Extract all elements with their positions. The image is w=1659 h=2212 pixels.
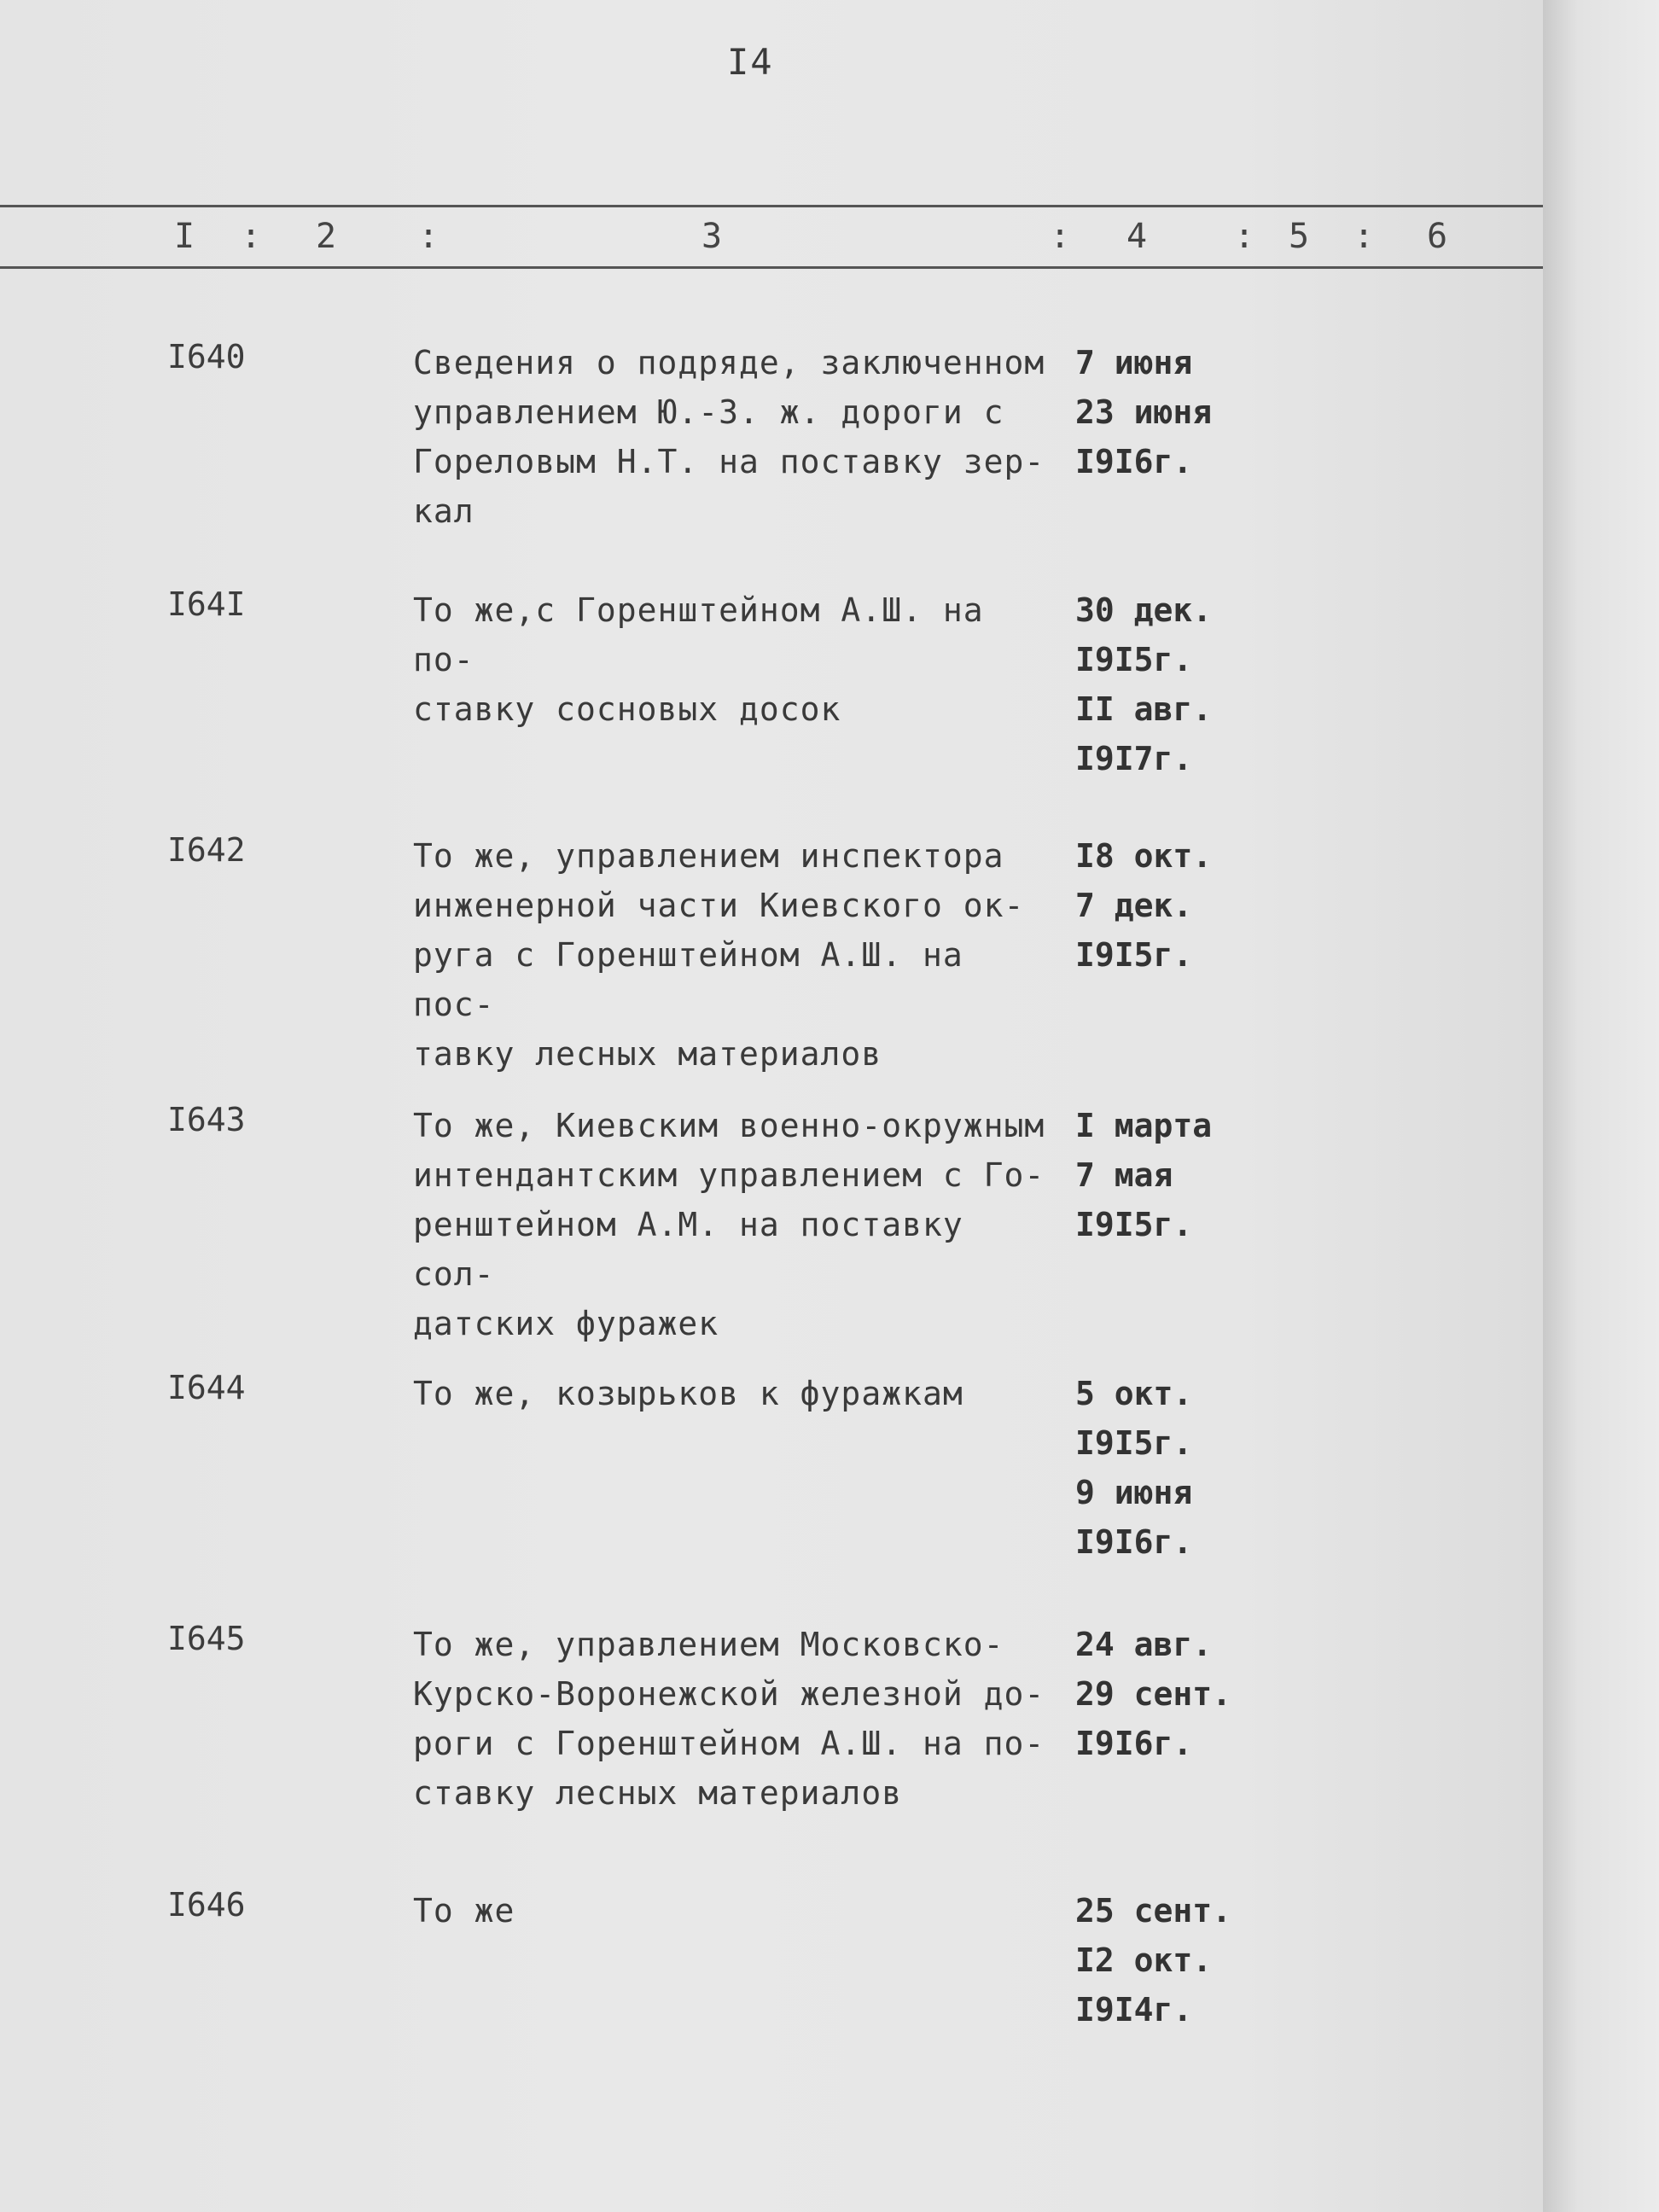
entry-description: То же, козырьков к фуражкам [413, 1375, 963, 1412]
column-separator: : [1353, 217, 1375, 256]
entry-description: Сведения о подряде, заключенном управлением Ю.-З. ж. дороги с Гореловым Н.Т. на поставку зер- кал [413, 344, 1045, 530]
entry-number: I640 [167, 338, 246, 375]
entry-description: То же, Киевским военно-окружным интендантским управлением с Го- ренштейном А.М. на поставку сол- датских фуражек [413, 1107, 1045, 1342]
column-separator: : [1050, 217, 1071, 256]
entry-dates: 5 окт. I9I5г. 9 июня I9I6г. [1075, 1375, 1193, 1561]
entry-description: То же, управлением инспектора инженерной части Киевского ок- руга с Горенштейном А.Ш. на пос- тавку лесных материалов [413, 837, 1025, 1073]
page-number: I4 [727, 41, 774, 83]
entry-number: I64I [167, 585, 246, 623]
column-header-4: 4 [1126, 217, 1148, 256]
entry-description: То же [413, 1892, 515, 1930]
column-header-1: I [174, 217, 195, 256]
entry-dates: I8 окт. 7 дек. I9I5г. [1075, 837, 1213, 974]
column-header-5: 5 [1289, 217, 1310, 256]
column-separator: : [1234, 217, 1255, 256]
entry-description: То же,с Горенштейном А.Ш. на по- ставку сосновых досок [413, 591, 984, 728]
entry-number: I645 [167, 1620, 246, 1657]
entry-dates: 7 июня 23 июня I9I6г. [1075, 344, 1213, 480]
entry-dates: 30 дек. I9I5г. II авг. I9I7г. [1075, 591, 1213, 777]
header-rule-top [0, 205, 1543, 207]
entry-number: I643 [167, 1101, 246, 1138]
entry-number: I644 [167, 1369, 246, 1406]
header-rule-bottom [0, 266, 1543, 269]
entry-dates: I марта 7 мая I9I5г. [1075, 1107, 1213, 1243]
column-header-6: 6 [1427, 217, 1448, 256]
column-separator: : [241, 217, 262, 256]
column-header-2: 2 [316, 217, 337, 256]
entry-dates: 24 авг. 29 сент. I9I6г. [1075, 1626, 1232, 1762]
entry-description: То же, управлением Московско- Курско-Воронежской железной до- роги с Горенштейном А.Ш. на по- ставку лесных материалов [413, 1626, 1045, 1812]
page-edge [1543, 0, 1659, 2212]
column-header-3: 3 [701, 217, 723, 256]
column-separator: : [418, 217, 439, 256]
entry-number: I646 [167, 1886, 246, 1924]
entry-dates: 25 сент. I2 окт. I9I4г. [1075, 1892, 1232, 2029]
entry-number: I642 [167, 831, 246, 869]
